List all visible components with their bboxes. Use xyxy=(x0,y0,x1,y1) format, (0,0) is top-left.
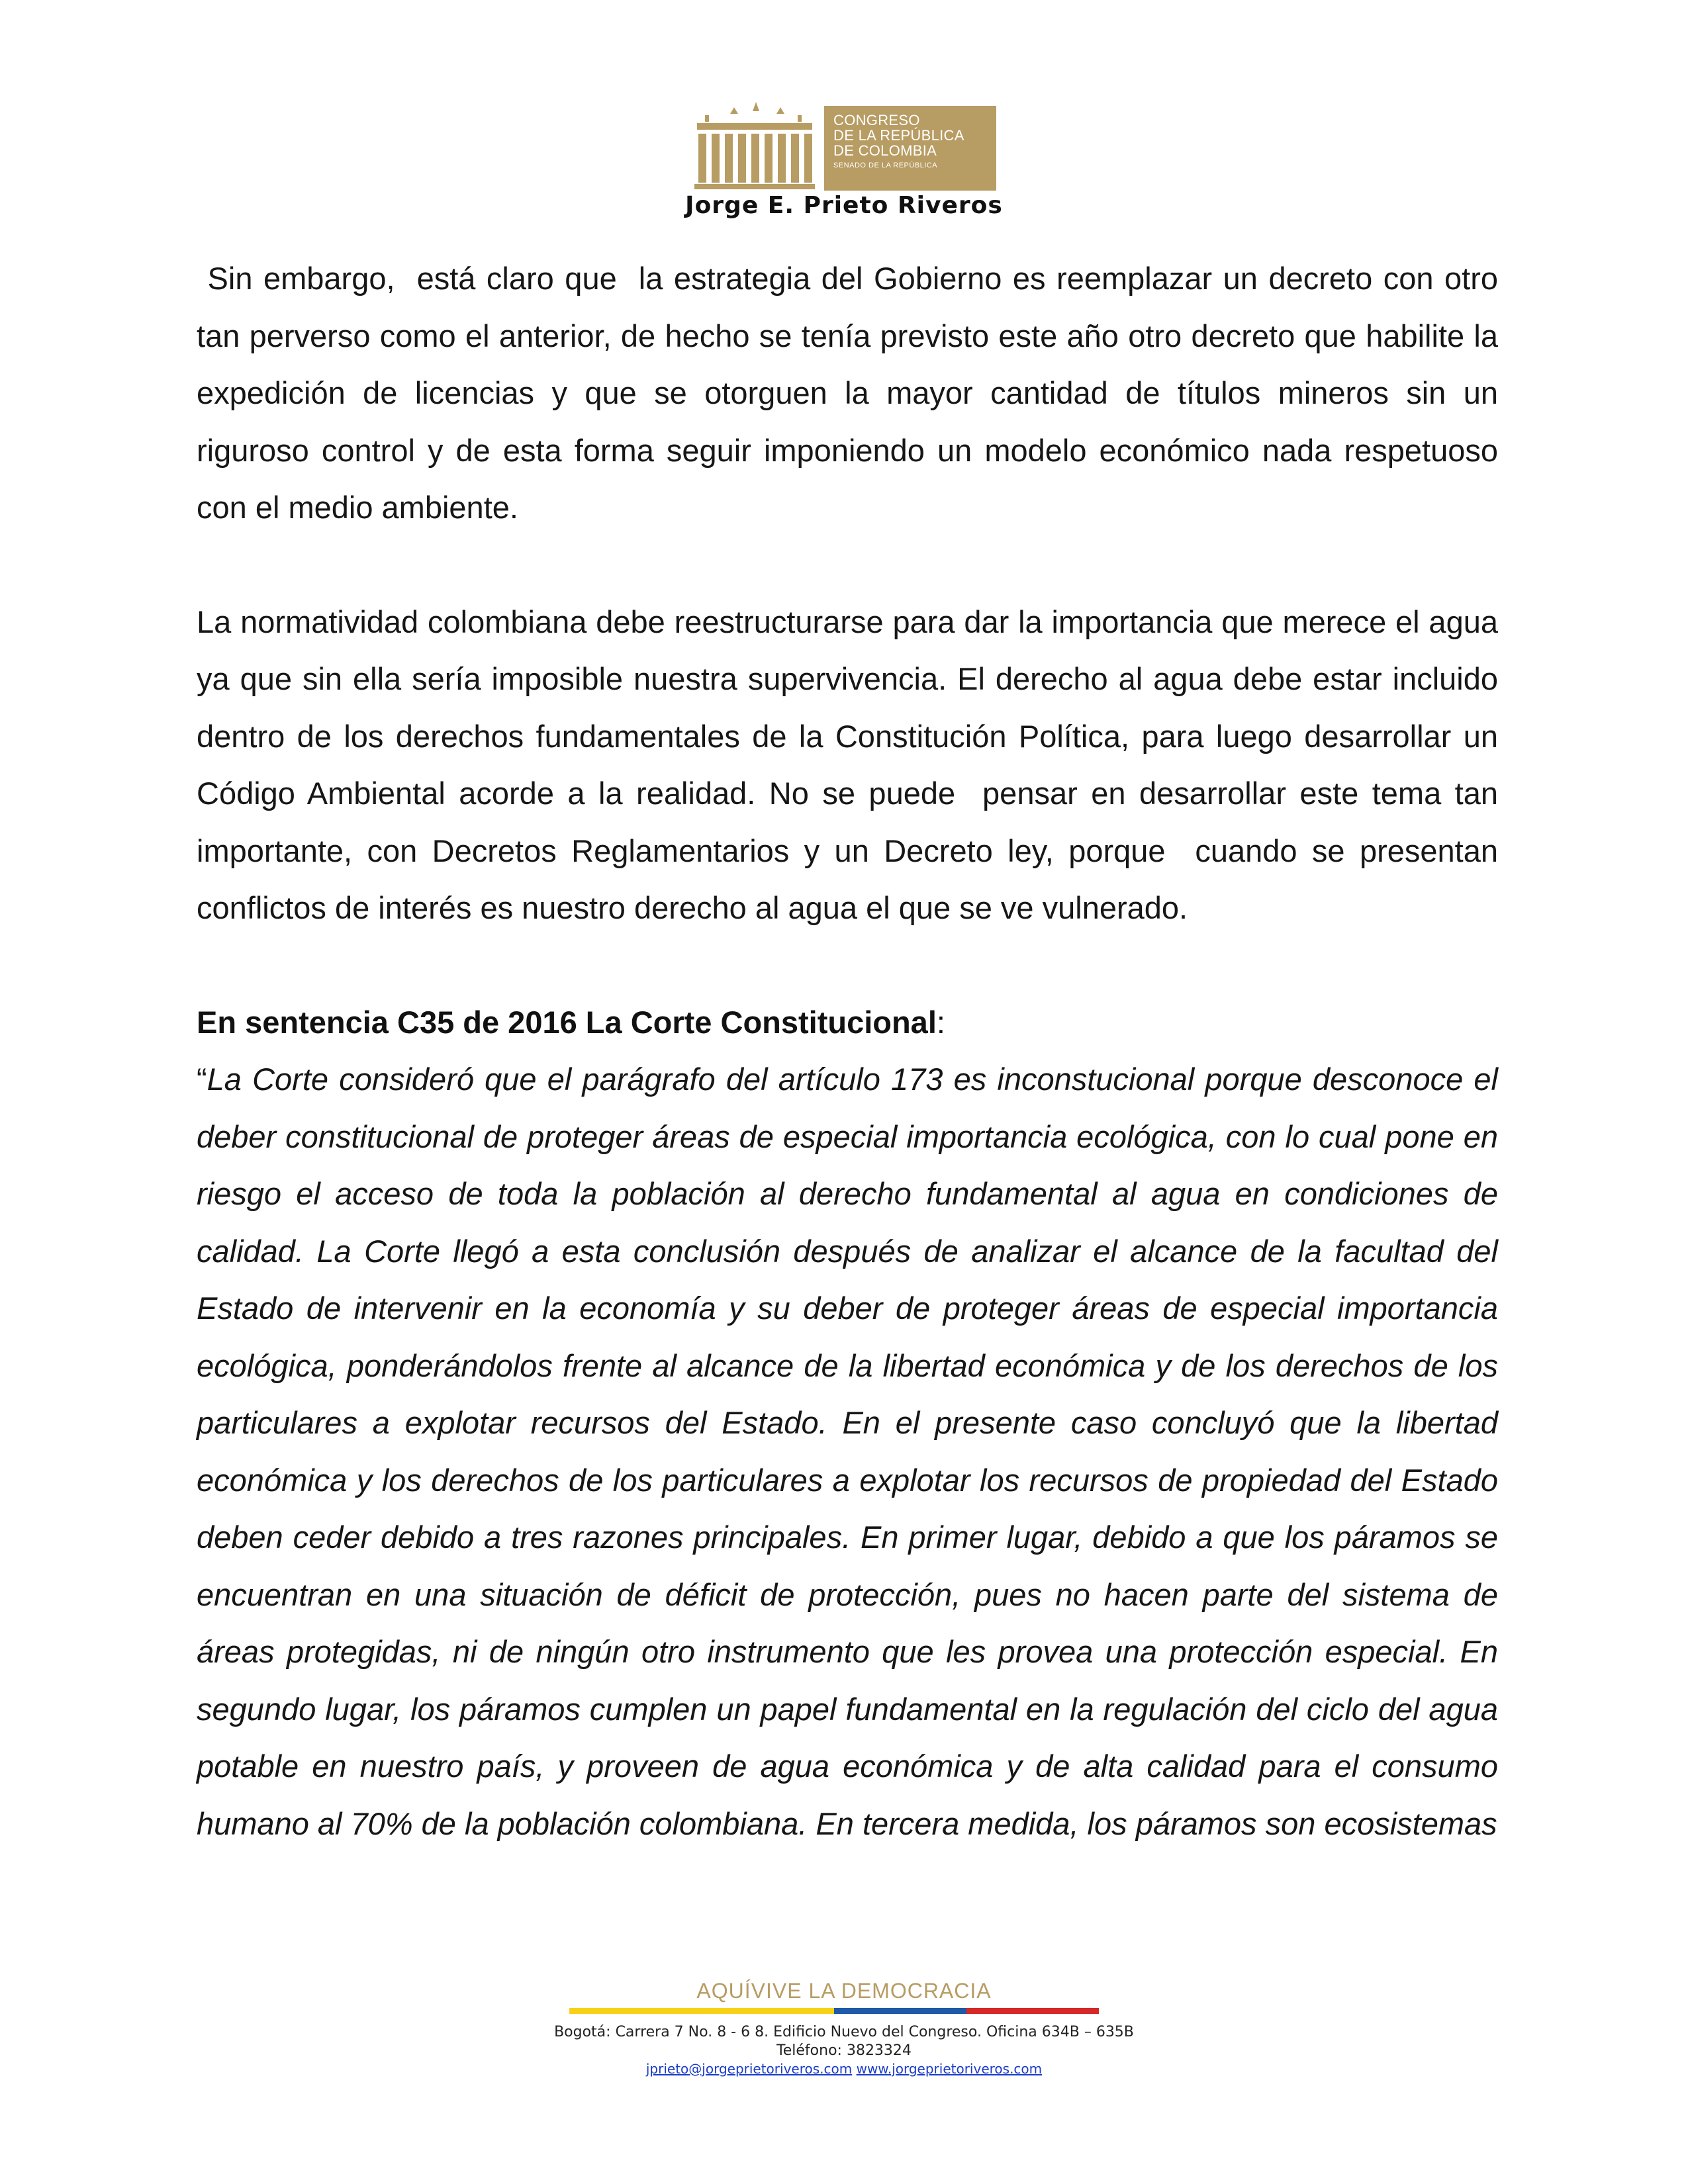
body-paragraph: La normatividad colombiana debe reestructurarse para dar la importancia que merece el agua ya que sin ella sería imposible nuestra supervivencia. El derecho al agua debe estar incluido dentro de los derechos fundamentales de la Constitución Política, para luego desarrollar un Código Ambiental acorde a la realidad. No se puede pensar en desarrollar este tema tan importante, con Decretos Reglamentarios y un Decreto ley, porque cuando se presentan conflictos de interés es nuestro derecho al agua el que se ve vulnerado. xyxy=(197,604,1507,925)
section-heading xyxy=(197,994,1498,1052)
logo-line: DE LA REPÚBLICA xyxy=(833,127,964,144)
footer-links xyxy=(0,2061,1688,2077)
footer-slogan: AQUÍVIVE LA DEMOCRACIA xyxy=(696,1979,992,2003)
capitol-building-icon xyxy=(692,99,818,192)
quote-open-mark: “ xyxy=(197,1062,207,1097)
email-link[interactable]: jprieto@jorgeprietoriveros.com xyxy=(645,2061,853,2077)
letterhead xyxy=(0,93,1688,225)
page-footer xyxy=(0,1979,1688,2118)
flag-stripe-blue xyxy=(834,2008,966,2014)
flag-stripe-red xyxy=(966,2008,1099,2014)
court-quote xyxy=(197,1051,1498,1852)
colombia-flag-bar xyxy=(569,2008,1099,2014)
congress-logo xyxy=(692,99,996,192)
congress-logo-text xyxy=(824,106,996,191)
quote-text: La Corte consideró que el parágrafo del artículo 173 es inconstucional porque desconoce el deber constitucional de proteger áreas de especial importancia ecológica, con lo cual pone en riesgo el acceso de toda la población al derecho fundamental al agua en condiciones de calidad. La Corte llegó a esta conclusión después de analizar el alcance de la facultad del Estado de intervenir en la economía y su deber de proteger áreas de especial importancia ecológica, ponderándolos frente al alcance de la libertad económica y de los derechos de los particulares a explotar recursos del Estado. En el presente caso concluyó que la libertad económica y los derechos de los particulares a explotar los recursos de propiedad del Estado deben ceder debido a tres razones principales. En primer lugar, debido a que los páramos se encuentran en una situación de déficit de protección, pues no hacen parte del sistema de áreas protegidas, ni de ningún otro instrumento que les provea una protección especial. En segundo lugar, los páramos cumplen un papel fundamental en la regulación del ciclo del agua potable en nuestro país, y proveen de agua económica y de alta calidad para el consumo humano al 70% de la población colombiana. En tercera medida, los páramos son ecosistemas xyxy=(197,1062,1498,1841)
section-heading-colon: : xyxy=(936,1004,945,1040)
document-body xyxy=(197,250,1516,1852)
logo-line: DE COLOMBIA xyxy=(833,142,937,159)
footer-phone: Teléfono: 3823324 xyxy=(776,2042,912,2059)
flag-stripe-yellow xyxy=(569,2008,834,2014)
section-heading-text: En sentencia C35 de 2016 La Corte Constitucional xyxy=(197,1004,937,1040)
website-link[interactable]: www.jorgeprietoriveros.com xyxy=(856,2061,1043,2077)
senator-name: Jorge E. Prieto Riveros xyxy=(685,192,1003,219)
logo-subline: SENADO DE LA REPÚBLICA xyxy=(833,161,938,169)
logo-line: CONGRESO xyxy=(833,112,920,128)
body-paragraph: Sin embargo, está claro que la estrategia del Gobierno es reemplazar un decreto con otro tan perverso como el anterior, de hecho se tenía previsto este año otro decreto que habilite la expedición de licencias y que se otorguen la mayor cantidad de títulos mineros sin un riguroso control y de esta forma seguir imponiendo un modelo económico nada respetuoso con el medio ambiente. xyxy=(197,261,1516,525)
footer-address: Bogotá: Carrera 7 No. 8 - 6 8. Edificio Nuevo del Congreso. Oficina 634B – 635B xyxy=(554,2024,1134,2040)
